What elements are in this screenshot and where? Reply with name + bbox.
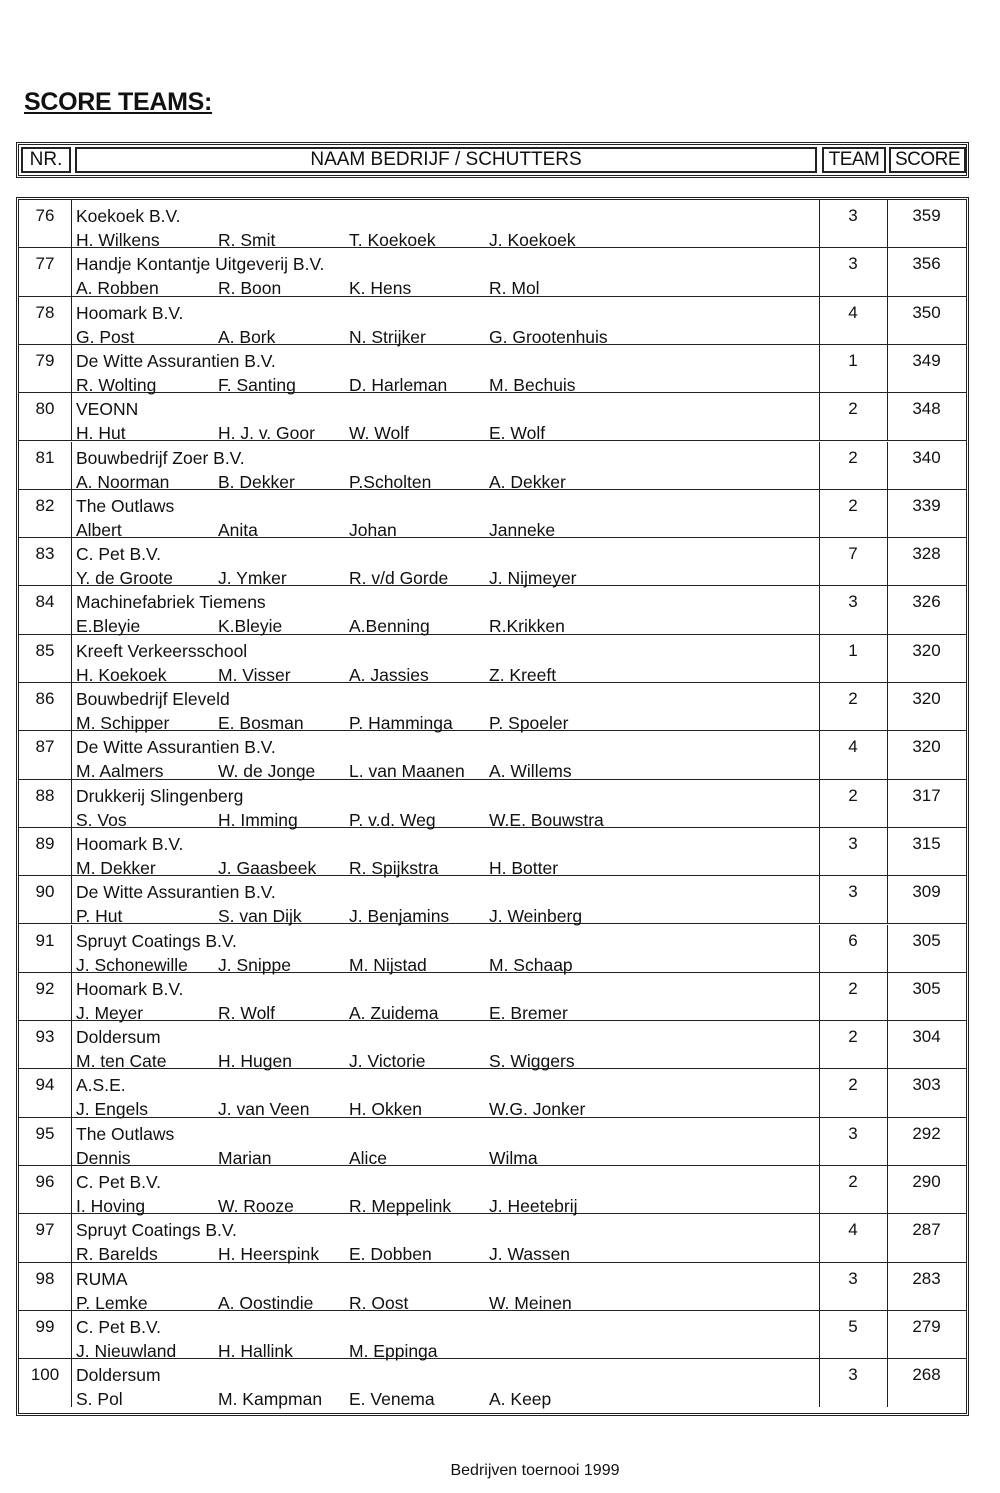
company-name: Bouwbedrijf Eleveld [76,689,230,709]
table-row [19,683,966,731]
company-name: Spruyt Coatings B.V. [76,1220,237,1241]
row-number: 77 [35,254,55,274]
table-row [19,1118,966,1166]
shooter-name: Anita [218,519,258,540]
shooter-name: R. Meppelink [349,1196,452,1216]
row-number: 99 [35,1316,55,1336]
shooter-name: H. J. v. Goor [218,423,315,444]
team-number: 2 [848,785,858,805]
shooter-name: L. van Maanen [349,761,465,782]
shooter-name: W. Meinen [489,1292,572,1313]
team-number: 3 [848,206,858,225]
team-score: 356 [912,254,941,274]
team-score: 290 [912,1172,941,1191]
shooter-name: P.Scholten [349,471,432,492]
team-score: 340 [912,447,941,467]
column-divider [71,1263,72,1310]
shooter-name: W. de Jonge [218,761,316,782]
shooter-name: R. Boon [218,278,282,299]
row-number: 89 [35,833,55,853]
column-divider [71,635,72,682]
team-score: 279 [912,1316,941,1336]
column-divider [71,490,72,537]
shooter-name: M. Dekker [76,857,156,878]
shooter-name: M. Schipper [76,713,170,733]
team-score: 268 [912,1365,941,1385]
table-row [19,1263,966,1311]
shooter-name: A. Noorman [76,471,170,492]
shooter-name: Z. Kreeft [489,664,557,685]
company-name: Koekoek B.V. [76,206,181,226]
table-row [19,780,966,828]
shooter-name: H. Heerspink [218,1244,320,1265]
row-number: 85 [35,640,55,660]
shooter-name: Johan [349,519,397,540]
column-divider [71,1214,72,1261]
shooter-name: J. Victorie [349,1051,426,1072]
team-score: 359 [912,206,941,225]
company-name: Machinefabriek Tiemens [76,592,266,613]
team-score: 320 [912,689,941,708]
shooter-name: Dennis [76,1147,131,1168]
shooter-name: R. Barelds [76,1244,158,1265]
company-name: Handje Kontantje Uitgeverij B.V. [76,254,325,275]
shooter-name: P. v.d. Weg [349,809,436,830]
shooter-name: A.Benning [349,616,430,637]
shooter-name: E.Bleyie [76,616,141,637]
shooter-name: H. Hut [76,423,126,444]
header-team: TEAM [822,147,886,173]
shooter-name: A. Jassies [349,664,429,685]
column-divider [71,1021,72,1068]
shooter-name: J. van Veen [218,1099,310,1120]
shooter-name: K. Hens [349,278,412,299]
column-divider [71,200,72,247]
company-name: A.S.E. [76,1075,126,1096]
shooter-name: H. Hallink [218,1340,293,1361]
shooter-name: W. Wolf [349,423,409,444]
column-divider [71,297,72,344]
table-row [19,635,966,683]
team-score: 304 [912,1027,941,1047]
company-name: De Witte Assurantien B.V. [76,737,276,758]
row-number: 87 [35,737,55,757]
row-number: 100 [30,1365,60,1385]
team-number: 1 [848,640,858,660]
shooter-name: E. Dobben [349,1244,432,1265]
shooter-name: K.Bleyie [218,616,283,637]
company-name: The Outlaws [76,1123,175,1144]
team-number: 2 [848,1027,858,1047]
shooter-name: R. Spijkstra [349,857,439,878]
shooter-name: I. Hoving [76,1196,146,1216]
shooter-name: J. Nijmeyer [489,568,577,589]
shooter-name: E. Wolf [489,423,546,444]
shooter-name: W.G. Jonker [489,1099,586,1120]
shooter-name: T. Koekoek [349,230,436,250]
team-number: 3 [848,1123,858,1143]
row-number: 93 [35,1027,55,1047]
shooter-name: S. Pol [76,1389,123,1410]
shooter-name: P. Lemke [76,1292,148,1313]
shooter-name: B. Dekker [218,471,295,492]
company-name: Hoomark B.V. [76,978,184,999]
company-name: Doldersum [76,1027,161,1048]
shooter-name: F. Santing [218,374,296,395]
table-row [19,586,966,637]
shooter-name: A. Willems [489,761,572,782]
column-divider [71,731,72,778]
shooter-name: A. Oostindie [218,1292,314,1313]
table-row [19,1021,966,1072]
table-header [16,142,969,178]
team-score: 326 [912,592,941,612]
team-number: 5 [848,1316,858,1336]
team-number: 2 [848,689,858,708]
shooter-name: H. Okken [349,1099,422,1120]
row-number: 81 [35,447,55,467]
footer-text: Bedrijven toernooi 1999 [450,1462,620,1479]
company-name: De Witte Assurantien B.V. [76,350,276,371]
team-score: 328 [912,544,941,564]
company-name: C. Pet B.V. [76,1316,161,1337]
row-number: 88 [35,785,55,805]
shooter-name: G. Post [76,326,135,347]
row-number: 78 [35,302,55,322]
row-number: 80 [35,399,55,419]
column-divider [71,538,72,585]
shooter-name: J. Heetebrij [489,1196,578,1216]
company-name: Hoomark B.V. [76,302,184,323]
column-divider [71,780,72,827]
team-score: 305 [912,930,941,950]
shooter-name: N. Strijker [349,326,426,347]
row-number: 98 [35,1268,55,1288]
team-score: 292 [912,1123,941,1143]
column-divider [71,1118,72,1165]
company-name: C. Pet B.V. [76,1172,161,1192]
company-name: VEONN [76,399,139,420]
shooter-name: H. Wilkens [76,230,160,250]
team-number: 3 [848,254,858,274]
column-divider [71,442,72,489]
shooter-name: R. Oost [349,1292,409,1313]
shooter-name: E. Venema [349,1389,435,1410]
team-number: 3 [848,592,858,612]
shooter-name: P. Hamminga [349,713,453,733]
team-number: 4 [848,302,858,322]
table-row [19,828,966,876]
shooter-name: M. Visser [218,664,291,685]
table-row [19,538,966,589]
row-number: 96 [35,1172,55,1191]
shooter-name: R. Wolf [218,1002,276,1023]
shooter-name: J. Engels [76,1099,148,1120]
shooter-name: J. Meyer [76,1002,144,1023]
column-divider [71,1359,72,1407]
company-name: Kreeft Verkeersschool [76,640,248,661]
team-score: 287 [912,1220,941,1240]
table-row [19,1359,966,1410]
shooter-name: Wilma [489,1147,538,1168]
shooter-name: A. Dekker [489,471,566,492]
team-score: 348 [912,399,941,419]
company-name: RUMA [76,1268,128,1289]
team-score: 305 [912,978,941,998]
shooter-name: A. Keep [489,1389,552,1410]
shooter-name: R. Smit [218,230,276,250]
table-row [19,1166,966,1214]
shooter-name: Albert [76,519,122,540]
company-name: Bouwbedrijf Zoer B.V. [76,447,245,468]
shooter-name: J. Benjamins [349,906,450,927]
company-name: Doldersum [76,1365,161,1386]
shooter-name: E. Bosman [218,713,304,733]
team-number: 7 [848,544,858,564]
shooter-name: H. Koekoek [76,664,167,685]
shooter-name: M. Bechuis [489,374,576,395]
shooter-name: Alice [349,1147,387,1168]
team-number: 2 [848,1075,858,1095]
shooter-name: Y. de Groote [76,568,173,589]
table-row [19,876,966,927]
shooter-name: S. Wiggers [489,1051,575,1072]
shooter-name: J. Nieuwland [76,1340,177,1361]
team-number: 6 [848,930,858,950]
team-score: 320 [912,640,941,660]
table-row [19,490,966,538]
table-row [19,1069,966,1120]
team-number: 3 [848,1268,858,1288]
shooter-name: A. Zuidema [349,1002,439,1023]
table-row [19,393,966,444]
team-score: 320 [912,737,941,757]
team-number: 2 [848,399,858,419]
column-divider [71,876,72,923]
shooter-name: A. Robben [76,278,159,299]
shooter-name: P. Spoeler [489,713,569,733]
column-divider [71,248,72,295]
column-divider [71,1069,72,1116]
shooter-name: E. Bremer [489,1002,568,1023]
table-row [19,248,966,299]
team-score: 349 [912,350,941,370]
shooter-name: R.Krikken [489,616,565,637]
header-score: SCORE [889,147,966,173]
row-number: 97 [35,1220,55,1240]
column-divider [71,683,72,730]
shooter-name: J. Gaasbeek [218,857,317,878]
team-number: 3 [848,833,858,853]
row-number: 91 [35,930,55,950]
team-score: 339 [912,495,941,515]
shooter-name: S. van Dijk [218,906,302,927]
row-number: 84 [35,592,55,612]
company-name: Drukkerij Slingenberg [76,785,244,806]
shooter-name: G. Grootenhuis [489,326,608,347]
column-divider [71,345,72,392]
shooter-name: M. Nijstad [349,954,427,975]
shooter-name: H. Hugen [218,1051,292,1072]
team-number: 1 [848,350,858,370]
page-title: SCORE TEAMS: [24,88,213,116]
shooter-name: Janneke [489,519,556,540]
team-number: 3 [848,1365,858,1385]
row-number: 76 [35,206,55,225]
shooter-name: S. Vos [76,809,127,830]
team-number: 4 [848,737,858,757]
table-row [19,925,966,973]
column-divider [71,973,72,1020]
shooter-name: M. Eppinga [349,1340,438,1361]
shooter-name: D. Harleman [349,374,448,395]
shooter-name: M. Aalmers [76,761,164,782]
shooter-name: M. ten Cate [76,1051,167,1072]
column-divider [71,925,72,972]
table-row [19,297,966,345]
team-score: 315 [912,833,941,853]
shooter-name: J. Wassen [489,1244,571,1265]
team-number: 3 [848,882,858,902]
row-number: 92 [35,978,55,998]
team-number: 2 [848,1172,858,1191]
team-number: 2 [848,495,858,515]
score-table [16,197,969,1416]
column-divider [71,1311,72,1358]
shooter-name: A. Bork [218,326,276,347]
shooter-name: R. Mol [489,278,540,299]
shooter-name: P. Hut [76,906,123,927]
company-name: C. Pet B.V. [76,544,161,565]
table-row [19,731,966,782]
table-row [19,442,966,490]
table-row [19,1311,966,1359]
team-score: 309 [912,882,941,902]
shooter-name: R. Wolting [76,374,157,395]
row-number: 83 [35,544,55,564]
team-score: 350 [912,302,941,322]
table-row [19,345,966,393]
row-number: 95 [35,1123,55,1143]
column-divider [71,586,72,633]
team-number: 2 [848,447,858,467]
shooter-name: H. Imming [218,809,298,830]
team-score: 317 [912,785,941,805]
header-name: NAAM BEDRIJF / SCHUTTERS [75,147,817,173]
shooter-name: W. Rooze [218,1196,294,1216]
table-row [19,973,966,1021]
row-number: 79 [35,350,55,370]
company-name: De Witte Assurantien B.V. [76,882,276,903]
shooter-name: J. Weinberg [489,906,583,927]
team-number: 2 [848,978,858,998]
column-divider [71,828,72,875]
table-row [19,1214,966,1265]
row-number: 94 [35,1075,55,1095]
team-number: 4 [848,1220,858,1240]
shooter-name: M. Kampman [218,1389,323,1410]
shooter-name: J. Snippe [218,954,291,975]
row-number: 90 [35,882,55,902]
shooter-name: J. Koekoek [489,230,576,250]
row-number: 86 [35,689,55,708]
shooter-name: H. Botter [489,857,559,878]
shooter-name: Marian [218,1147,272,1168]
shooter-name: J. Ymker [218,568,287,589]
column-divider [71,1166,72,1213]
row-number: 82 [35,495,55,515]
header-nr: NR. [21,147,71,173]
team-score: 283 [912,1268,941,1288]
shooter-name: R. v/d Gorde [349,568,449,589]
shooter-name: W.E. Bouwstra [489,809,604,830]
team-score: 303 [912,1075,941,1095]
shooter-name: M. Schaap [489,954,573,975]
company-name: The Outlaws [76,495,175,516]
column-divider [71,393,72,440]
company-name: Hoomark B.V. [76,833,184,854]
shooter-name: J. Schonewille [76,954,188,975]
table-row [19,200,966,248]
company-name: Spruyt Coatings B.V. [76,930,237,951]
